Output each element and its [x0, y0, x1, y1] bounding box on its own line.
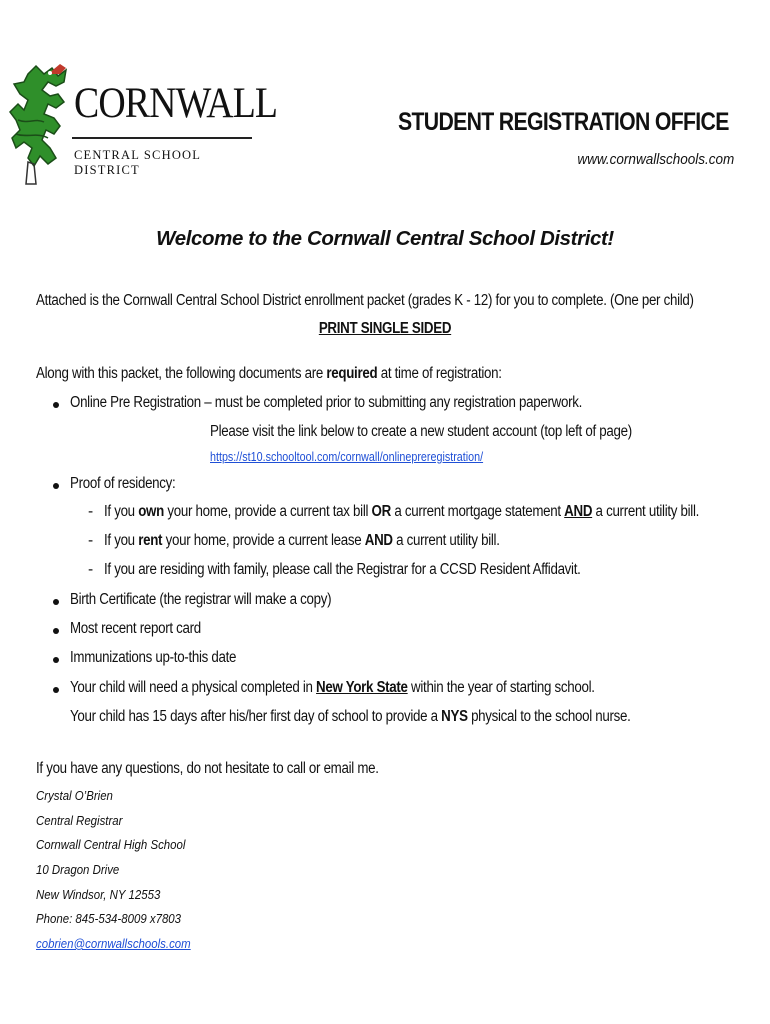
own-b: own — [138, 503, 164, 520]
bullet-icon — [53, 628, 59, 634]
website-url: www.cornwallschools.com — [577, 151, 734, 168]
rent-d: AND — [364, 532, 393, 549]
required-intro — [36, 365, 502, 383]
physical-item — [70, 679, 595, 697]
immunizations-item: Immunizations up-to-this date — [70, 649, 237, 666]
signature-name: Crystal O’Brien — [36, 788, 113, 803]
own-c: your home, provide a current tax bill — [163, 503, 372, 520]
own-a: If you — [104, 503, 139, 520]
signature-school: Cornwall Central High School — [36, 837, 186, 852]
residency-rent — [104, 532, 500, 550]
physical-line2c: physical to the school nurse. — [467, 708, 631, 725]
intro-text: Attached is the Cornwall Central School District enrollment packet (grades K - 12) for you to complete. (One per child) — [36, 292, 694, 309]
own-f: AND — [564, 503, 593, 520]
rent-a: If you — [104, 532, 139, 549]
logo-name: CORNWALL — [74, 80, 278, 127]
required-intro-b: at time of registration: — [377, 365, 502, 382]
dash-icon: - — [88, 532, 94, 549]
closing-text: If you have any questions, do not hesitate to call or email me. — [36, 760, 379, 777]
logo-rule — [72, 137, 252, 139]
welcome-heading: Welcome to the Cornwall Central School District! — [156, 227, 614, 250]
signature-title: Central Registrar — [36, 813, 123, 828]
physical-b: New York State — [316, 679, 408, 696]
own-d: OR — [371, 503, 391, 520]
own-g: a current utility bill. — [592, 503, 700, 520]
signature-email-link[interactable]: cobrien@cornwallschools.com — [36, 936, 191, 951]
required-intro-a: Along with this packet, the following documents are — [36, 365, 327, 382]
logo-subtitle: CENTRAL SCHOOL DISTRICT — [74, 148, 201, 177]
dash-icon: - — [88, 503, 94, 520]
birth-certificate-item: Birth Certificate (the registrar will make a copy) — [70, 591, 332, 608]
physical-deadline — [70, 708, 631, 726]
bullet-icon — [53, 483, 59, 489]
report-card-item: Most recent report card — [70, 620, 201, 637]
dash-icon: - — [88, 561, 94, 578]
physical-line2a: Your child has 15 days after his/her first day of school to provide a — [70, 708, 442, 725]
own-e: a current mortgage statement — [390, 503, 565, 520]
rent-c: your home, provide a current lease — [162, 532, 365, 549]
bullet-icon — [53, 402, 59, 408]
bullet-icon — [53, 657, 59, 663]
required-word: required — [326, 365, 378, 382]
signature-phone: Phone: 845-534-8009 x7803 — [36, 911, 182, 926]
physical-c: within the year of starting school. — [407, 679, 595, 696]
district-logo — [8, 60, 278, 190]
residency-title: Proof of residency: — [70, 475, 176, 492]
signature-city: New Windsor, NY 12553 — [36, 887, 161, 902]
bullet-icon — [53, 599, 59, 605]
physical-line2b: NYS — [441, 708, 468, 725]
rent-b: rent — [138, 532, 163, 549]
physical-a: Your child will need a physical completed in — [70, 679, 317, 696]
online-instruction: Please visit the link below to create a new student account (top left of page) — [210, 423, 632, 440]
signature-street: 10 Dragon Drive — [36, 862, 120, 877]
bullet-icon — [53, 687, 59, 693]
dragon-emblem-icon — [8, 60, 74, 190]
residency-own — [104, 503, 699, 521]
online-item: Online Pre Registration – must be completed prior to submitting any registration paperwork. — [70, 394, 582, 411]
rent-e: a current utility bill. — [392, 532, 500, 549]
print-note: PRINT SINGLE SIDED — [318, 320, 452, 337]
residency-family: If you are residing with family, please call the Registrar for a CCSD Resident Affidavit. — [104, 561, 581, 578]
preregistration-link[interactable]: https://st10.schooltool.com/cornwall/onlinepreregistration/ — [210, 450, 484, 464]
office-title: STUDENT REGISTRATION OFFICE — [398, 108, 729, 136]
